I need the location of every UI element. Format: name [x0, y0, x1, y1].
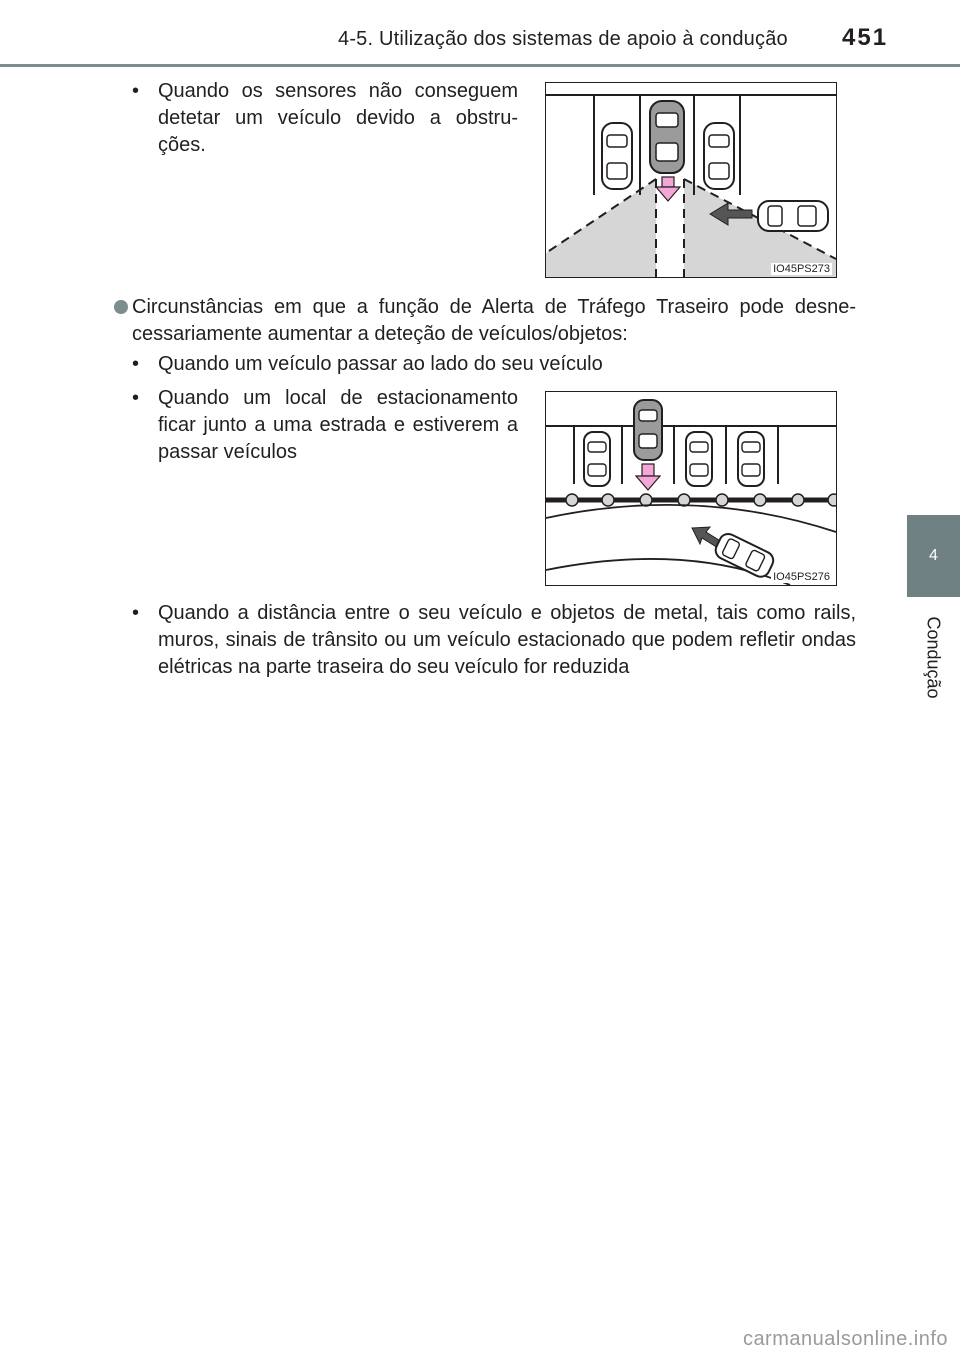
parking-obstruction-illustration — [546, 83, 836, 277]
parked-car-right-icon — [704, 123, 734, 189]
section-heading — [114, 294, 856, 348]
bullet-text: Quando os sensores não conseguem detetar um veículo devido a obstru-ções. — [158, 80, 518, 156]
figure-obstruction — [545, 82, 837, 278]
figure-code: IO45PS276 — [773, 571, 830, 583]
figure-code: IO45PS273 — [773, 263, 830, 275]
parked-car-1-icon — [584, 432, 610, 486]
own-car-icon — [650, 101, 684, 173]
bullet-passing — [132, 351, 856, 378]
parked-car-2-icon — [686, 432, 712, 486]
bullet-text: Quando a distância entre o seu veículo e objetos de metal, tais como rails, muros, sinais de trânsito ou um veículo estacionado que podem refletir ondas elétricas na parte traseira do seu veículo for reduzida — [158, 602, 856, 678]
bullet-mark: • — [132, 387, 140, 409]
bullet-obstruction — [132, 78, 518, 159]
parked-car-left-icon — [602, 123, 632, 189]
bullet-text: Quando um veículo passar ao lado do seu veículo — [158, 353, 603, 375]
bullet-mark: • — [132, 80, 140, 102]
section-title: 4-5. Utilização dos sistemas de apoio à condução — [338, 28, 788, 50]
parked-car-3-icon — [738, 432, 764, 486]
bullet-metal-objects — [132, 600, 856, 681]
approaching-car-icon — [713, 531, 777, 580]
footer-watermark: carmanualsonline.info — [742, 1328, 948, 1350]
chapter-label — [907, 597, 960, 717]
header-divider — [0, 64, 960, 67]
section-heading-text: Circunstâncias em que a função de Alerta de Tráfego Traseiro pode desne-cessariamente aumentar a deteção de veículos/objetos: — [132, 296, 856, 345]
bullet-mark: • — [132, 353, 140, 375]
bullet-mark: • — [132, 602, 140, 624]
page-number: 451 — [842, 24, 889, 51]
figure-road-adjacent — [545, 391, 837, 586]
section-dot-icon — [114, 300, 128, 314]
bullet-text: Quando um local de estacionamento ficar junto a uma estrada e estiverem a passar veículos — [158, 387, 518, 463]
approaching-car-icon — [758, 201, 828, 231]
chapter-title: Condução — [924, 615, 945, 699]
chapter-number: 4 — [929, 547, 938, 564]
parking-road-illustration — [546, 392, 836, 585]
own-car-icon — [634, 400, 662, 460]
chapter-tab — [907, 515, 960, 597]
bullet-road-adjacent — [132, 385, 518, 466]
reverse-arrow-icon — [636, 464, 660, 490]
